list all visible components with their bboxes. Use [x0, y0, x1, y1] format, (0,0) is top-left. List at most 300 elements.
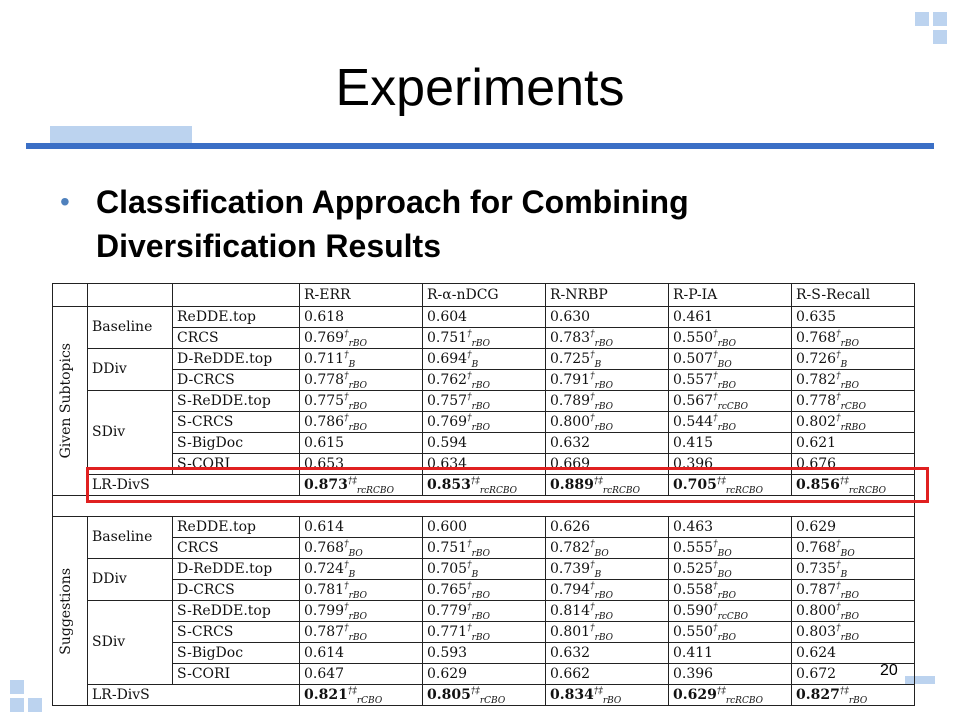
value-cell: [669, 622, 792, 643]
value-cell: [792, 412, 915, 433]
cell-value: 0.461: [673, 308, 714, 325]
significance-subscript: rBO: [471, 401, 491, 412]
significance-marker: †: [344, 370, 349, 381]
value-cell: [423, 349, 546, 370]
cell-value: 0.783: [550, 329, 591, 346]
cell-value: 0.555: [673, 539, 714, 556]
cell-value: 0.787: [304, 623, 345, 640]
value-cell: [423, 328, 546, 349]
group-label: DDiv: [88, 559, 173, 601]
value-cell: [792, 580, 915, 601]
significance-marker: †: [590, 601, 595, 612]
value-cell: [300, 517, 423, 538]
corner-square-decoration: [933, 12, 947, 26]
value-cell: [423, 580, 546, 601]
corner-square-decoration: [28, 698, 42, 712]
value-cell: [546, 664, 669, 685]
significance-marker: †: [713, 328, 718, 339]
table-row: [53, 349, 915, 370]
value-cell: [300, 622, 423, 643]
value-cell: [300, 370, 423, 391]
cell-value: 0.782: [796, 371, 837, 388]
significance-subscript: rcRCBO: [848, 485, 887, 496]
value-cell: [792, 517, 915, 538]
cell-value: 0.396: [673, 455, 714, 472]
method-cell: CRCS: [173, 538, 300, 559]
cell-value: 0.889: [550, 476, 594, 493]
cell-value: 0.801: [550, 623, 591, 640]
significance-marker: †: [344, 349, 349, 360]
significance-subscript: rBO: [594, 632, 614, 643]
cell-value: 0.624: [796, 644, 837, 661]
column-header: R-ERR: [300, 284, 423, 307]
significance-marker: †‡: [716, 475, 726, 486]
significance-subscript: rBO: [348, 611, 368, 622]
header-empty-cell: [173, 284, 300, 307]
value-cell: [792, 433, 915, 454]
cell-value: 0.711: [304, 350, 345, 367]
table-row: [53, 664, 915, 685]
column-header: R-α-nDCG: [423, 284, 546, 307]
significance-subscript: B: [594, 569, 602, 580]
significance-subscript: rBO: [471, 548, 491, 559]
table-row: [53, 433, 915, 454]
method-cell: ReDDE.top: [173, 307, 300, 328]
value-cell: [423, 370, 546, 391]
significance-subscript: B: [594, 359, 602, 370]
method-cell: S-CRCS: [173, 412, 300, 433]
significance-marker: †: [836, 328, 841, 339]
cell-value: 0.768: [796, 329, 837, 346]
table-row: [53, 538, 915, 559]
significance-subscript: B: [840, 359, 848, 370]
cell-value: 0.634: [427, 455, 468, 472]
group-label: LR-DivS: [88, 685, 300, 706]
significance-marker: †: [467, 559, 472, 570]
title-underline-accent: [50, 126, 192, 143]
method-cell: S-CORI: [173, 454, 300, 475]
significance-marker: †‡: [470, 685, 480, 696]
value-cell: [546, 643, 669, 664]
cell-value: 0.705: [673, 476, 717, 493]
value-cell: [669, 601, 792, 622]
cell-value: 0.769: [304, 329, 345, 346]
significance-subscript: rBO: [471, 632, 491, 643]
value-cell: [669, 328, 792, 349]
value-cell: [423, 622, 546, 643]
cell-value: 0.735: [796, 560, 837, 577]
significance-marker: †: [467, 370, 472, 381]
significance-marker: †: [467, 391, 472, 402]
cell-value: 0.802: [796, 413, 837, 430]
significance-subscript: rBO: [840, 338, 860, 349]
page-number: 20: [880, 662, 898, 679]
value-cell: [792, 391, 915, 412]
table-row: [53, 643, 915, 664]
cell-value: 0.805: [427, 686, 471, 703]
significance-subscript: rBO: [471, 590, 491, 601]
cell-value: 0.800: [796, 602, 837, 619]
significance-marker: †: [590, 412, 595, 423]
significance-marker: †: [836, 622, 841, 633]
significance-marker: †: [713, 559, 718, 570]
value-cell: [423, 538, 546, 559]
value-cell: [300, 412, 423, 433]
significance-subscript: rBO: [348, 422, 368, 433]
method-cell: ReDDE.top: [173, 517, 300, 538]
cell-value: 0.726: [796, 350, 837, 367]
value-cell: [792, 559, 915, 580]
group-label: SDiv: [88, 391, 173, 475]
cell-value: 0.778: [304, 371, 345, 388]
significance-marker: †‡: [470, 475, 480, 486]
value-cell: [423, 412, 546, 433]
significance-marker: †‡: [839, 475, 849, 486]
cell-value: 0.676: [796, 455, 837, 472]
value-cell: [423, 517, 546, 538]
cell-value: 0.396: [673, 665, 714, 682]
cell-value: 0.821: [304, 686, 348, 703]
cell-value: 0.630: [550, 308, 591, 325]
value-cell: [546, 328, 669, 349]
cell-value: 0.768: [796, 539, 837, 556]
value-cell: [669, 433, 792, 454]
value-cell: [300, 643, 423, 664]
cell-value: 0.615: [304, 434, 345, 451]
value-cell: [546, 370, 669, 391]
value-cell: [669, 391, 792, 412]
value-cell: [669, 412, 792, 433]
value-cell: [300, 307, 423, 328]
cell-value: 0.653: [304, 455, 345, 472]
significance-marker: †‡: [593, 685, 603, 696]
significance-subscript: BO: [717, 548, 732, 559]
significance-marker: †: [836, 370, 841, 381]
significance-marker: †: [713, 391, 718, 402]
significance-subscript: rBO: [594, 401, 614, 412]
value-cell: [423, 664, 546, 685]
significance-subscript: rBO: [717, 590, 737, 601]
significance-subscript: BO: [717, 569, 732, 580]
column-header: R-P-IA: [669, 284, 792, 307]
corner-square-decoration: [915, 12, 929, 26]
value-cell: [423, 391, 546, 412]
significance-subscript: rBO: [602, 695, 622, 706]
value-cell: [300, 559, 423, 580]
cell-value: 0.415: [673, 434, 714, 451]
significance-marker: †: [590, 328, 595, 339]
cell-value: 0.632: [550, 434, 591, 451]
significance-subscript: rBO: [840, 590, 860, 601]
cell-value: 0.757: [427, 392, 468, 409]
value-cell: [546, 391, 669, 412]
value-cell: [669, 517, 792, 538]
significance-subscript: rBO: [717, 380, 737, 391]
significance-subscript: rBO: [348, 338, 368, 349]
significance-subscript: B: [348, 569, 356, 580]
cell-value: 0.629: [427, 665, 468, 682]
significance-subscript: rBO: [594, 611, 614, 622]
significance-marker: †: [344, 538, 349, 549]
group-label: Baseline: [88, 307, 173, 349]
significance-marker: †: [344, 622, 349, 633]
significance-marker: †: [590, 391, 595, 402]
slide-title: Experiments: [335, 59, 625, 117]
cell-value: 0.507: [673, 350, 714, 367]
significance-subscript: rCBO: [840, 401, 866, 412]
significance-subscript: BO: [594, 548, 609, 559]
method-cell: S-CRCS: [173, 622, 300, 643]
significance-marker: †: [836, 412, 841, 423]
significance-marker: †‡: [347, 685, 357, 696]
value-cell: [546, 559, 669, 580]
cell-value: 0.769: [427, 413, 468, 430]
cell-value: 0.779: [427, 602, 468, 619]
cell-value: 0.593: [427, 644, 468, 661]
table-row: [53, 622, 915, 643]
cell-value: 0.781: [304, 581, 345, 598]
table-row: [53, 328, 915, 349]
cell-value: 0.725: [550, 350, 591, 367]
title-underline: [26, 143, 934, 149]
cell-value: 0.794: [550, 581, 591, 598]
significance-marker: †: [836, 601, 841, 612]
value-cell: [423, 307, 546, 328]
value-cell: [792, 307, 915, 328]
significance-marker: †: [344, 328, 349, 339]
significance-marker: †: [467, 328, 472, 339]
bullet-dot: •: [60, 186, 70, 217]
cell-value: 0.621: [796, 434, 837, 451]
cell-value: 0.594: [427, 434, 468, 451]
cell-value: 0.705: [427, 560, 468, 577]
method-cell: S-CORI: [173, 664, 300, 685]
value-cell: [669, 664, 792, 685]
value-cell: [792, 685, 915, 706]
significance-marker: †: [713, 370, 718, 381]
cell-value: 0.626: [550, 518, 591, 535]
significance-subscript: rcCBO: [717, 401, 748, 412]
column-header: R-S-Recall: [792, 284, 915, 307]
cell-value: 0.614: [304, 518, 345, 535]
method-cell: D-ReDDE.top: [173, 559, 300, 580]
cell-value: 0.600: [427, 518, 468, 535]
value-cell: [546, 307, 669, 328]
cell-value: 0.775: [304, 392, 345, 409]
significance-marker: †: [713, 580, 718, 591]
lr-divs-highlight-box: [86, 467, 929, 503]
value-cell: [423, 559, 546, 580]
significance-marker: †: [590, 349, 595, 360]
section-label: [53, 307, 88, 496]
cell-value: 0.550: [673, 623, 714, 640]
method-cell: CRCS: [173, 328, 300, 349]
cell-value: 0.724: [304, 560, 345, 577]
significance-marker: †: [590, 622, 595, 633]
cell-value: 0.411: [673, 644, 714, 661]
cell-value: 0.558: [673, 581, 714, 598]
significance-marker: †: [467, 349, 472, 360]
significance-marker: †: [467, 538, 472, 549]
cell-value: 0.799: [304, 602, 345, 619]
significance-subscript: rBO: [348, 380, 368, 391]
significance-subscript: rBO: [594, 422, 614, 433]
value-cell: [300, 349, 423, 370]
cell-value: 0.669: [550, 455, 591, 472]
significance-subscript: rBO: [840, 611, 860, 622]
significance-marker: †: [344, 580, 349, 591]
cell-value: 0.662: [550, 665, 591, 682]
corner-square-decoration: [10, 680, 24, 694]
significance-subscript: rBO: [594, 338, 614, 349]
significance-subscript: rcRCBO: [602, 485, 641, 496]
value-cell: [792, 349, 915, 370]
significance-subscript: rBO: [717, 338, 737, 349]
cell-value: 0.768: [304, 539, 345, 556]
value-cell: [423, 601, 546, 622]
table-row: [53, 391, 915, 412]
significance-subscript: BO: [348, 548, 363, 559]
significance-marker: †: [344, 391, 349, 402]
significance-marker: †: [836, 349, 841, 360]
significance-subscript: BO: [717, 359, 732, 370]
table-row: [53, 685, 915, 706]
value-cell: [792, 622, 915, 643]
significance-marker: †: [467, 622, 472, 633]
value-cell: [669, 370, 792, 391]
significance-subscript: B: [471, 359, 479, 370]
cell-value: 0.632: [550, 644, 591, 661]
header-empty-cell: [88, 284, 173, 307]
group-label: LR-DivS: [88, 475, 300, 496]
method-cell: D-ReDDE.top: [173, 349, 300, 370]
significance-marker: †: [467, 580, 472, 591]
cell-value: 0.463: [673, 518, 714, 535]
value-cell: [300, 685, 423, 706]
corner-square-decoration: [933, 30, 947, 44]
table-row: [53, 580, 915, 601]
group-label: DDiv: [88, 349, 173, 391]
significance-subscript: rcCBO: [717, 611, 748, 622]
value-cell: [669, 643, 792, 664]
significance-subscript: rRBO: [840, 422, 866, 433]
significance-subscript: rBO: [471, 422, 491, 433]
significance-marker: †: [713, 538, 718, 549]
section-label-text: Suggestions: [58, 567, 74, 655]
cell-value: 0.803: [796, 623, 837, 640]
significance-subscript: rBO: [717, 632, 737, 643]
significance-marker: †: [590, 538, 595, 549]
value-cell: [546, 622, 669, 643]
cell-value: 0.629: [673, 686, 717, 703]
significance-subscript: rBO: [594, 380, 614, 391]
table-row: [53, 307, 915, 328]
significance-marker: †: [467, 412, 472, 423]
section-label-text: Given Subtopics: [58, 343, 74, 459]
significance-subscript: rcRCBO: [725, 485, 764, 496]
cell-value: 0.814: [550, 602, 591, 619]
significance-subscript: rBO: [348, 590, 368, 601]
method-cell: D-CRCS: [173, 370, 300, 391]
value-cell: [546, 517, 669, 538]
value-cell: [300, 664, 423, 685]
value-cell: [300, 328, 423, 349]
cell-value: 0.786: [304, 413, 345, 430]
value-cell: [300, 538, 423, 559]
cell-value: 0.694: [427, 350, 468, 367]
significance-subscript: rcRCBO: [725, 695, 764, 706]
significance-subscript: rcRCBO: [356, 485, 395, 496]
significance-marker: †: [590, 580, 595, 591]
cell-value: 0.544: [673, 413, 714, 430]
value-cell: [546, 433, 669, 454]
value-cell: [669, 685, 792, 706]
cell-value: 0.567: [673, 392, 714, 409]
table-row: [53, 601, 915, 622]
value-cell: [546, 601, 669, 622]
cell-value: 0.550: [673, 329, 714, 346]
significance-subscript: rBO: [840, 632, 860, 643]
value-cell: [669, 580, 792, 601]
significance-subscript: rBO: [471, 611, 491, 622]
value-cell: [546, 538, 669, 559]
significance-subscript: B: [840, 569, 848, 580]
significance-subscript: rBO: [717, 422, 737, 433]
method-cell: S-ReDDE.top: [173, 391, 300, 412]
significance-subscript: rCBO: [479, 695, 506, 706]
table-row: [53, 412, 915, 433]
cell-value: 0.762: [427, 371, 468, 388]
significance-marker: †: [836, 559, 841, 570]
cell-value: 0.827: [796, 686, 840, 703]
cell-value: 0.590: [673, 602, 714, 619]
cell-value: 0.800: [550, 413, 591, 430]
method-cell: S-BigDoc: [173, 433, 300, 454]
cell-value: 0.618: [304, 308, 345, 325]
section-label: [53, 517, 88, 706]
table-header-row: [53, 284, 915, 307]
value-cell: [300, 391, 423, 412]
cell-value: 0.751: [427, 539, 468, 556]
group-label: SDiv: [88, 601, 173, 685]
significance-subscript: rBO: [848, 695, 868, 706]
value-cell: [423, 433, 546, 454]
cell-value: 0.739: [550, 560, 591, 577]
table-row: [53, 370, 915, 391]
significance-marker: †: [836, 538, 841, 549]
significance-subscript: B: [471, 569, 479, 580]
table-row: [53, 559, 915, 580]
significance-subscript: rCBO: [356, 695, 383, 706]
significance-marker: †: [344, 601, 349, 612]
bullet-text: Classification Approach for Combining Diversification Results: [96, 184, 689, 264]
significance-subscript: BO: [840, 548, 855, 559]
cell-value: 0.614: [304, 644, 345, 661]
significance-marker: †‡: [839, 685, 849, 696]
significance-marker: †: [713, 622, 718, 633]
significance-subscript: rBO: [348, 401, 368, 412]
significance-marker: †: [344, 559, 349, 570]
cell-value: 0.751: [427, 329, 468, 346]
significance-marker: †‡: [347, 475, 357, 486]
table-row: [53, 517, 915, 538]
significance-marker: †: [713, 349, 718, 360]
value-cell: [669, 538, 792, 559]
significance-marker: †: [344, 412, 349, 423]
cell-value: 0.672: [796, 665, 837, 682]
cell-value: 0.778: [796, 392, 837, 409]
significance-marker: †: [836, 580, 841, 591]
